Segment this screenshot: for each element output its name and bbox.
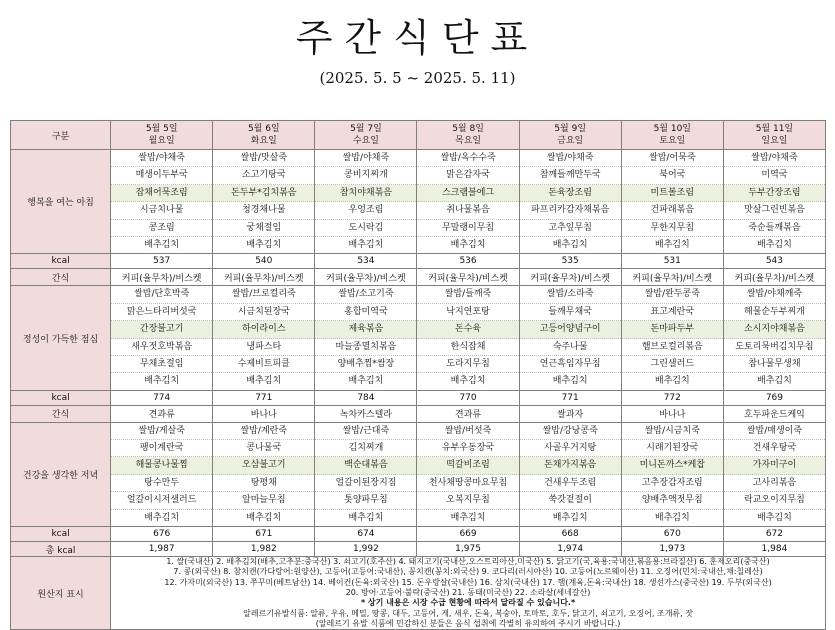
kcal-value: 672 [723,527,825,542]
menu-item: 배추김치 [654,512,690,523]
header-row [11,121,826,150]
menu-item: 쌀밥/브로컬리죽 [213,286,314,303]
breakfast-day-cell [621,150,723,254]
menu-item: 오삼불고기 [213,457,314,474]
dinner-day-cell [111,422,213,526]
breakfast-day-cell [519,150,621,254]
kcal-value: 668 [519,527,621,542]
menu-item: 탕평채 [213,475,314,492]
lunch-day-cell [519,286,621,390]
menu-item: 양배추액젓무침 [622,492,723,509]
day-header [111,121,213,150]
menu-item: 콩나물국 [213,440,314,457]
menu-item: 수제비트피클 [213,356,314,373]
menu-item: 두부간장조림 [724,185,825,202]
menu-item: 배추김치 [450,376,486,387]
menu-item: 락교오이지무침 [724,492,825,509]
menu-item: 참깨들깨만두국 [520,167,621,184]
menu-item: 새우젓호박볶음 [111,339,212,356]
kcal-value: 671 [213,527,315,542]
day-weekday: 토요일 [659,136,686,146]
kcal-label: kcal [11,527,111,542]
day-weekday: 일요일 [761,136,788,146]
menu-item: 쌀밥/야채죽 [315,150,416,167]
kcal-value: 774 [111,390,213,405]
menu-item: 궁채절임 [213,220,314,237]
menu-item: 맑은감자국 [417,167,518,184]
lunch-day-cell [213,286,315,390]
day-header [315,121,417,150]
kcal-value: 674 [315,527,417,542]
menu-item: 잡채어묵조림 [111,185,212,202]
menu-item: 낙지연포탕 [417,304,518,321]
menu-item: 연근흑임자무침 [520,356,621,373]
breakfast-row [11,150,826,254]
menu-item: 매생이두부국 [111,167,212,184]
total-kcal-value: 1,974 [519,542,621,557]
menu-item: 배추김치 [348,239,384,250]
menu-item: 쌀밥/게살죽 [111,423,212,440]
day-header [723,121,825,150]
notice-text: * 상기 내용은 시장 수급 현황에 따라서 달라질 수 있습니다.* [360,598,576,608]
menu-item: 쌀밥/들깨죽 [417,286,518,303]
header-label: 구분 [11,121,111,150]
menu-item: 배추김치 [144,512,180,523]
menu-item: 도시락김 [315,220,416,237]
snack-item: 커피(율무차)/비스켓 [417,269,519,286]
origin-line: 20. 방어·고등어·불락(중국산) 21. 동태(미국산) 22. 소라살(세네갈산) [345,587,591,597]
lunch-day-cell [723,286,825,390]
dinner-day-cell [723,422,825,526]
kcal-value: 535 [519,254,621,269]
menu-item: 소고기탕국 [213,167,314,184]
menu-item: 배추김치 [654,239,690,250]
menu-item: 하이라이스 [213,321,314,338]
menu-item: 양배추찜*쌈장 [315,356,416,373]
menu-item: 돈채가지볶음 [520,457,621,474]
kcal-value: 537 [111,254,213,269]
menu-item: 배추김치 [348,376,384,387]
kcal-value: 784 [315,390,417,405]
origin-label: 원산지 표시 [11,557,111,630]
menu-item: 그린샐러드 [622,356,723,373]
breakfast-day-cell [213,150,315,254]
day-date: 5월 5일 [145,124,178,134]
menu-item: 톳양파무침 [315,492,416,509]
menu-item: 돈육장조림 [520,185,621,202]
menu-item: 쌀밥/야채깨죽 [724,286,825,303]
menu-item: 얼갈이된장지짐 [315,475,416,492]
menu-item: 쌀밥/옥수수죽 [417,150,518,167]
dinner-day-cell [417,422,519,526]
menu-item: 파프리카감자채볶음 [520,202,621,219]
menu-item: 쌀밥/야채죽 [520,150,621,167]
day-header [213,121,315,150]
menu-item: 콩비지찌개 [315,167,416,184]
menu-item: 배추김치 [246,512,282,523]
menu-item: 떡갈비조림 [417,457,518,474]
menu-item: 홍합미역국 [315,304,416,321]
menu-item: 돈마파두부 [622,321,723,338]
day-date: 5월 6일 [247,124,280,134]
snack-item: 쌀과자 [519,405,621,422]
day-header [621,121,723,150]
period: (2025. 5. 5 ~ 2025. 5. 11) [319,69,516,87]
breakfast-kcal-row [11,254,826,269]
menu-item: 도라지무침 [417,356,518,373]
menu-item: 쌀밥/어묵죽 [622,150,723,167]
kcal-value: 543 [723,254,825,269]
kcal-value: 531 [621,254,723,269]
lunch-day-cell [417,286,519,390]
kcal-value: 770 [417,390,519,405]
menu-item: 맑은느타리버섯국 [111,304,212,321]
menu-item: 배추김치 [246,239,282,250]
menu-item: 청경채나물 [213,202,314,219]
menu-item: 건파래볶음 [622,202,723,219]
menu-item: 배추김치 [450,239,486,250]
menu-item: 쌀밥/소라죽 [520,286,621,303]
menu-item: 간장불고기 [111,321,212,338]
dinner-day-cell [519,422,621,526]
snack-row [11,405,826,422]
menu-item: 배추김치 [757,376,792,387]
menu-item: 쌀밥/강낭콩죽 [520,423,621,440]
total-kcal-value: 1,975 [417,542,519,557]
menu-item: 소시지야채볶음 [724,321,825,338]
day-date: 5월 11일 [755,124,794,134]
menu-item: 시금치된장국 [213,304,314,321]
dinner-day-cell [213,422,315,526]
menu-item: 배추김치 [552,376,588,387]
lunch-day-cell [315,286,417,390]
total-kcal-value: 1,984 [723,542,825,557]
day-date: 5월 7일 [350,124,382,134]
menu-item: 고추잎무침 [520,220,621,237]
menu-item: 쌀밥/야채죽 [724,150,825,167]
breakfast-day-cell [723,150,825,254]
kcal-value: 772 [621,390,723,405]
menu-item: 건새우탕국 [724,440,825,457]
origin-notes [111,557,826,630]
kcal-value: 769 [723,390,825,405]
kcal-value: 676 [111,527,213,542]
snack-item: 견과류 [417,405,519,422]
total-kcal-row [11,542,826,557]
kcal-label: kcal [11,390,111,405]
menu-item: 쌀밥/소고기죽 [315,286,416,303]
menu-item: 숙주나물 [520,339,621,356]
menu-item: 쌀밥/버섯죽 [417,423,518,440]
total-kcal-value: 1,987 [111,542,213,557]
snack-item: 견과류 [111,405,213,422]
menu-item: 쌀밥/시금치죽 [622,423,723,440]
total-kcal-value: 1,973 [621,542,723,557]
menu-item: 쌀밥/야채죽 [111,150,212,167]
snack-row [11,269,826,286]
menu-item: 배추김치 [757,239,792,250]
menu-item: 돈두부*김치볶음 [213,185,314,202]
snack-item: 커피(율무차)/비스켓 [519,269,621,286]
day-date: 5월 8일 [452,124,484,134]
day-header [519,121,621,150]
menu-item: 사골우거지탕 [520,440,621,457]
menu-item: 배추김치 [552,512,588,523]
menu-item: 스크램블에그 [417,185,518,202]
day-weekday: 월요일 [148,136,175,146]
day-weekday: 화요일 [250,136,277,146]
menu-item: 한식잡채 [417,339,518,356]
menu-item: 마늘종멸치볶음 [315,339,416,356]
menu-item: 쌀밥/근대죽 [315,423,416,440]
snack-item: 호두파운드케익 [723,405,825,422]
origin-row [11,557,826,630]
day-weekday: 수요일 [352,136,379,146]
snack-item: 커피(율무차)/비스켓 [621,269,723,286]
menu-item: 알마늘무침 [213,492,314,509]
menu-item: 쌀밥/매생이죽 [724,423,825,440]
menu-item: 무말랭이무침 [417,220,518,237]
menu-item: 얼갈이시저샐러드 [111,492,212,509]
menu-item: 미니돈까스*케찹 [622,457,723,474]
dinner-day-cell [621,422,723,526]
menu-item: 미역국 [724,167,825,184]
menu-item: 시금치나물 [111,202,212,219]
menu-item: 표고계란국 [622,304,723,321]
total-kcal-value: 1,982 [213,542,315,557]
day-date: 5월 10일 [653,124,692,134]
menu-item: 무채초절임 [111,356,212,373]
menu-item: 해물순두부찌개 [724,304,825,321]
snack-label: 간식 [11,405,111,422]
page-title: 주간식단표 [295,16,540,60]
lunch-row [11,286,826,390]
menu-item: 쌀밥/맛살죽 [213,150,314,167]
menu-table [10,120,826,630]
menu-item: 시래기된장국 [622,440,723,457]
snack-item: 커피(율무차)/비스켓 [723,269,825,286]
menu-item: 백순대볶음 [315,457,416,474]
menu-item: 배추김치 [552,239,588,250]
snack-item: 바나나 [621,405,723,422]
total-kcal-value: 1,992 [315,542,417,557]
breakfast-day-cell [315,150,417,254]
menu-item: 참치야채볶음 [315,185,416,202]
menu-item: 가자미구이 [724,457,825,474]
menu-item: 참나물무생채 [724,356,825,373]
menu-item: 고추장감자조림 [622,475,723,492]
snack-item: 커피(율무차)/비스켓 [213,269,315,286]
dinner-label: 건강을 생각한 저녁 [11,422,111,526]
lunch-kcal-row [11,390,826,405]
breakfast-day-cell [111,150,213,254]
dinner-kcal-row [11,527,826,542]
kcal-value: 540 [213,254,315,269]
origin-line: 1. 쌀(국내산) 2. 배추김치(배추,고추분:중국산) 3. 쇠고기(호주산) 4. 돼지고기(국내산,오스트리아산,미국산) 5. 닭고기(국,육용:국내산,볶음용:브라질산) 6. 훈제오리(중국산) [166,557,770,567]
menu-item: 도토리묵버김치무침 [724,339,825,356]
menu-item: 배추김치 [654,376,690,387]
menu-item: 배추김치 [144,376,180,387]
lunch-day-cell [621,286,723,390]
menu-item: 팽이계란국 [111,440,212,457]
menu-item: 배추김치 [348,512,384,523]
day-header [417,121,519,150]
snack-item: 커피(율무차)/비스켓 [111,269,213,286]
menu-item: 고등어양념구이 [520,321,621,338]
menu-item: 미트볼조림 [622,185,723,202]
snack-item: 바나나 [213,405,315,422]
breakfast-label: 행복을 여는 아침 [11,150,111,254]
kcal-value: 771 [213,390,315,405]
day-weekday: 목요일 [455,136,482,146]
menu-item: 쌀밥/완두콩죽 [622,286,723,303]
menu-item: 콩조림 [111,220,212,237]
total-kcal-label: 총 kcal [11,542,111,557]
menu-item: 죽순들깨볶음 [724,220,825,237]
menu-item: 맛살그린빈볶음 [724,202,825,219]
menu-item: 우엉조림 [315,202,416,219]
snack-label: 간식 [11,269,111,286]
menu-item: 냉파스타 [213,339,314,356]
lunch-day-cell [111,286,213,390]
kcal-label: kcal [11,254,111,269]
menu-item: 취나물볶음 [417,202,518,219]
dinner-row [11,422,826,526]
snack-item: 녹차카스텔라 [315,405,417,422]
allergy-text: 알레르기유발식품: 알류, 우유, 메밀, 땅콩, 대두, 고등어, 게, 새우, 돈육, 복숭아, 토마토, 호두, 닭고기, 쇠고기, 오징어, 조개류, 잣 [243,608,693,618]
menu-item: 쑥갓겉절이 [520,492,621,509]
kcal-value: 536 [417,254,519,269]
menu-item: 북어국 [622,167,723,184]
allergy-text: (알레르기 유발 식품에 민감하신 분들은 음식 섭취에 각별히 유의하여 주시기 바랍니다.) [315,618,621,628]
menu-item: 건새우두조림 [520,475,621,492]
kcal-value: 670 [621,527,723,542]
menu-item: 해물콩나물찜 [111,457,212,474]
menu-item: 햄브로컬리볶음 [622,339,723,356]
menu-item: 탕수만두 [111,475,212,492]
kcal-value: 669 [417,527,519,542]
kcal-value: 771 [519,390,621,405]
day-date: 5월 9일 [554,124,587,134]
origin-line: 7. 콩(외국산) 8. 참치캔(가다랑어:원양산), 고등어(고등어:국내산), 꽁치캔(꽁치:외국산) 9. 코다리(러시아산) 10. 고등어(노르웨이산) 11. 오징어(민치:국내산,채:칠레산) [173,567,763,577]
lunch-label: 정성이 가득한 점심 [11,286,111,390]
menu-item: 제육볶음 [315,321,416,338]
kcal-value: 534 [315,254,417,269]
menu-item: 김치찌개 [315,440,416,457]
menu-item: 돈수육 [417,321,518,338]
menu-item: 유부우동장국 [417,440,518,457]
menu-item: 배추김치 [450,512,486,523]
dinner-day-cell [315,422,417,526]
menu-item: 쌀밥/계란죽 [213,423,314,440]
menu-item: 배추김치 [757,512,792,523]
day-weekday: 금요일 [557,136,584,146]
menu-item: 오복지무침 [417,492,518,509]
menu-item: 배추김치 [246,376,282,387]
menu-item: 배추김치 [144,239,180,250]
origin-line: 12. 가자미(외국산) 13. 쭈꾸미(베트남산) 14. 베이컨(돈육:외국산) 15. 돈우랑살(국내산) 16. 삼치(국내산) 17. 햄(계육,돈육:국내산) 18. 생선가스(중국산) 19. 두부(외국산) [164,577,772,587]
menu-item: 쌀밥/단호박죽 [111,286,212,303]
menu-item: 천사채땅콩마요무침 [417,475,518,492]
snack-item: 커피(율무차)/비스켓 [315,269,417,286]
breakfast-day-cell [417,150,519,254]
menu-item: 고사리볶음 [724,475,825,492]
menu-item: 들깨무채국 [520,304,621,321]
menu-item: 무한지무침 [622,220,723,237]
